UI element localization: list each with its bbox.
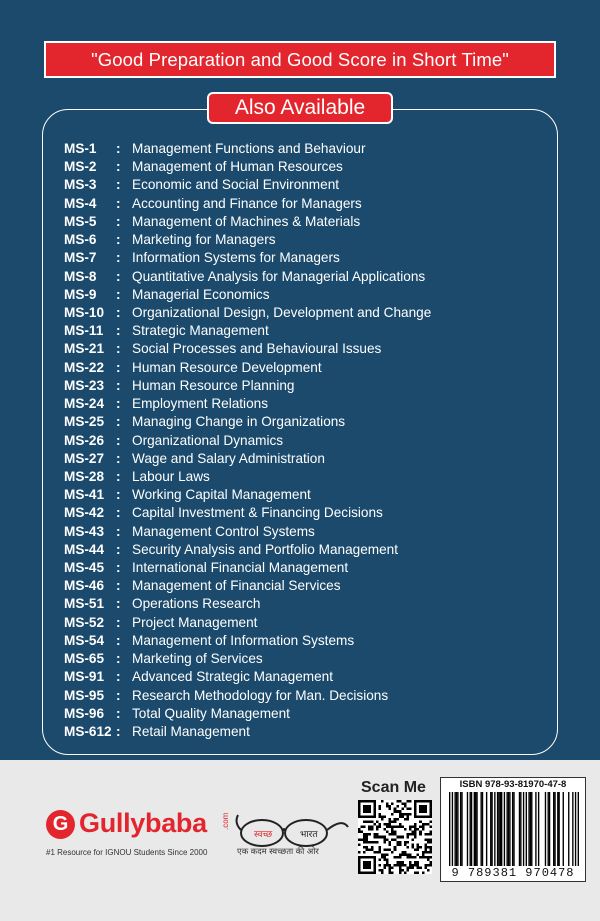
course-code: MS-43 xyxy=(64,523,105,539)
course-title: Marketing for Managers xyxy=(132,232,276,248)
course-separator: : xyxy=(116,614,121,630)
course-code: MS-612 xyxy=(64,724,112,739)
course-code: MS-51 xyxy=(64,596,105,612)
course-separator: : xyxy=(116,159,121,175)
course-row xyxy=(64,286,544,304)
slogan-banner xyxy=(44,41,556,78)
course-title: Total Quality Management xyxy=(132,705,290,721)
course-separator: : xyxy=(116,505,121,521)
course-separator: : xyxy=(116,268,121,284)
course-code: MS-54 xyxy=(64,632,105,648)
course-row xyxy=(64,668,544,686)
course-title: International Financial Management xyxy=(132,560,349,576)
course-row xyxy=(64,559,544,577)
course-code: MS-22 xyxy=(64,359,105,375)
course-code: MS-46 xyxy=(64,578,105,594)
course-row xyxy=(64,523,544,541)
course-separator: : xyxy=(116,541,121,557)
course-separator: : xyxy=(116,724,121,739)
course-row xyxy=(64,158,544,176)
course-list xyxy=(64,140,544,741)
course-title: Research Methodology for Man. Decisions xyxy=(132,687,389,703)
course-separator: : xyxy=(116,323,121,339)
course-title: Information Systems for Managers xyxy=(132,250,340,266)
isbn-digits: 9 789381 970478 xyxy=(451,866,575,880)
course-code: MS-7 xyxy=(64,250,97,266)
course-separator: : xyxy=(116,341,121,357)
course-separator: : xyxy=(116,396,121,412)
course-title: Human Resource Development xyxy=(132,359,322,375)
course-row xyxy=(64,541,544,559)
course-row xyxy=(64,504,544,522)
qr-code-icon xyxy=(358,800,432,874)
course-row xyxy=(64,486,544,504)
course-row xyxy=(64,614,544,632)
course-separator: : xyxy=(116,687,121,703)
course-separator: : xyxy=(116,359,121,375)
course-code: MS-45 xyxy=(64,560,105,576)
course-title: Advanced Strategic Management xyxy=(132,669,334,685)
course-code: MS-21 xyxy=(64,341,105,357)
course-row xyxy=(64,687,544,705)
brand-domain: .com xyxy=(221,812,230,830)
course-code: MS-96 xyxy=(64,705,105,721)
course-title: Social Processes and Behavioural Issues xyxy=(132,341,382,357)
course-title: Security Analysis and Portfolio Management xyxy=(132,541,398,557)
course-separator: : xyxy=(116,651,121,667)
course-code: MS-10 xyxy=(64,304,105,320)
course-code: MS-42 xyxy=(64,505,105,521)
course-row xyxy=(64,268,544,286)
course-title: Organizational Design, Development and Change xyxy=(132,304,432,320)
slogan-text: "Good Preparation and Good Score in Short Time" xyxy=(91,48,509,70)
course-row xyxy=(64,231,544,249)
course-row xyxy=(64,359,544,377)
course-separator: : xyxy=(116,450,121,466)
course-code: MS-11 xyxy=(64,323,104,339)
course-separator: : xyxy=(116,250,121,266)
course-title: Capital Investment & Financing Decisions xyxy=(132,505,383,521)
course-separator: : xyxy=(116,523,121,539)
course-code: MS-27 xyxy=(64,450,105,466)
course-title: Human Resource Planning xyxy=(132,377,295,393)
course-separator: : xyxy=(116,141,121,156)
course-code: MS-8 xyxy=(64,268,97,284)
course-title: Quantitative Analysis for Managerial Applications xyxy=(132,268,426,284)
course-separator: : xyxy=(116,632,121,648)
course-title: Management of Financial Services xyxy=(132,578,341,594)
course-code: MS-3 xyxy=(64,177,97,193)
course-separator: : xyxy=(116,195,121,211)
course-row xyxy=(64,450,544,468)
course-row xyxy=(64,650,544,668)
isbn-label: ISBN 978-93-81970-47-8 xyxy=(459,779,567,790)
course-title: Management of Information Systems xyxy=(132,632,355,648)
course-separator: : xyxy=(116,487,121,503)
barcode-icon xyxy=(449,792,579,866)
course-row xyxy=(64,304,544,322)
course-title: Accounting and Finance for Managers xyxy=(132,195,362,211)
course-separator: : xyxy=(116,232,121,248)
course-row xyxy=(64,632,544,650)
course-title: Project Management xyxy=(132,614,258,630)
also-available-text: Also Available xyxy=(234,96,366,119)
course-row xyxy=(64,340,544,358)
course-code: MS-23 xyxy=(64,377,105,393)
brand-name: Gullybaba xyxy=(79,808,207,838)
gullybaba-logo-icon: G xyxy=(46,810,75,839)
course-separator: : xyxy=(116,560,121,576)
scan-me-label: Scan Me xyxy=(361,779,426,796)
course-separator: : xyxy=(116,705,121,721)
course-title: Retail Management xyxy=(132,724,250,739)
course-row xyxy=(64,395,544,413)
swachh-caption: एक कदम स्वच्छता की ओर xyxy=(237,846,319,856)
course-code: MS-24 xyxy=(64,396,105,412)
course-code: MS-5 xyxy=(64,213,97,229)
course-title: Strategic Management xyxy=(132,323,269,339)
course-code: MS-44 xyxy=(64,541,105,557)
brand-tagline: #1 Resource for IGNOU Students Since 2000 xyxy=(46,848,208,857)
course-separator: : xyxy=(116,468,121,484)
course-title: Management of Machines & Materials xyxy=(132,213,361,229)
course-code: MS-52 xyxy=(64,614,105,630)
course-title: Managing Change in Organizations xyxy=(132,414,346,430)
course-row xyxy=(64,249,544,267)
course-row xyxy=(64,577,544,595)
course-title: Management of Human Resources xyxy=(132,159,343,175)
course-row xyxy=(64,468,544,486)
course-row xyxy=(64,176,544,194)
course-row xyxy=(64,195,544,213)
course-row xyxy=(64,140,544,158)
course-code: MS-9 xyxy=(64,286,97,302)
swachh-right-text: भारत xyxy=(300,830,318,840)
course-code: MS-4 xyxy=(64,195,97,211)
course-separator: : xyxy=(116,304,121,320)
course-title: Management Functions and Behaviour xyxy=(132,141,366,156)
course-code: MS-91 xyxy=(64,669,105,685)
course-title: Marketing of Services xyxy=(132,651,263,667)
course-code: MS-1 xyxy=(64,141,97,156)
course-code: MS-65 xyxy=(64,651,105,667)
course-row xyxy=(64,213,544,231)
course-separator: : xyxy=(116,432,121,448)
course-title: Organizational Dynamics xyxy=(132,432,284,448)
course-row xyxy=(64,705,544,723)
course-title: Economic and Social Environment xyxy=(132,177,340,193)
course-code: MS-28 xyxy=(64,468,105,484)
course-title: Managerial Economics xyxy=(132,286,270,302)
swachh-left-text: स्वच्छ xyxy=(254,830,273,840)
course-separator: : xyxy=(116,286,121,302)
course-title: Management Control Systems xyxy=(132,523,315,539)
course-title: Wage and Salary Administration xyxy=(132,450,325,466)
course-title: Employment Relations xyxy=(132,396,268,412)
also-available-heading xyxy=(207,92,393,124)
course-row xyxy=(64,723,544,741)
course-separator: : xyxy=(116,177,121,193)
course-row xyxy=(64,432,544,450)
course-separator: : xyxy=(116,669,121,685)
course-row xyxy=(64,595,544,613)
course-code: MS-41 xyxy=(64,487,105,503)
course-separator: : xyxy=(116,377,121,393)
course-row xyxy=(64,413,544,431)
course-separator: : xyxy=(116,213,121,229)
course-code: MS-25 xyxy=(64,414,105,430)
course-separator: : xyxy=(116,578,121,594)
course-code: MS-2 xyxy=(64,159,97,175)
course-code: MS-26 xyxy=(64,432,105,448)
course-separator: : xyxy=(116,596,121,612)
course-code: MS-95 xyxy=(64,687,105,703)
course-title: Labour Laws xyxy=(132,468,210,484)
course-row xyxy=(64,377,544,395)
course-title: Working Capital Management xyxy=(132,487,311,503)
course-separator: : xyxy=(116,414,121,430)
course-row xyxy=(64,322,544,340)
course-title: Operations Research xyxy=(132,596,261,612)
course-code: MS-6 xyxy=(64,232,97,248)
isbn-barcode xyxy=(440,777,586,882)
